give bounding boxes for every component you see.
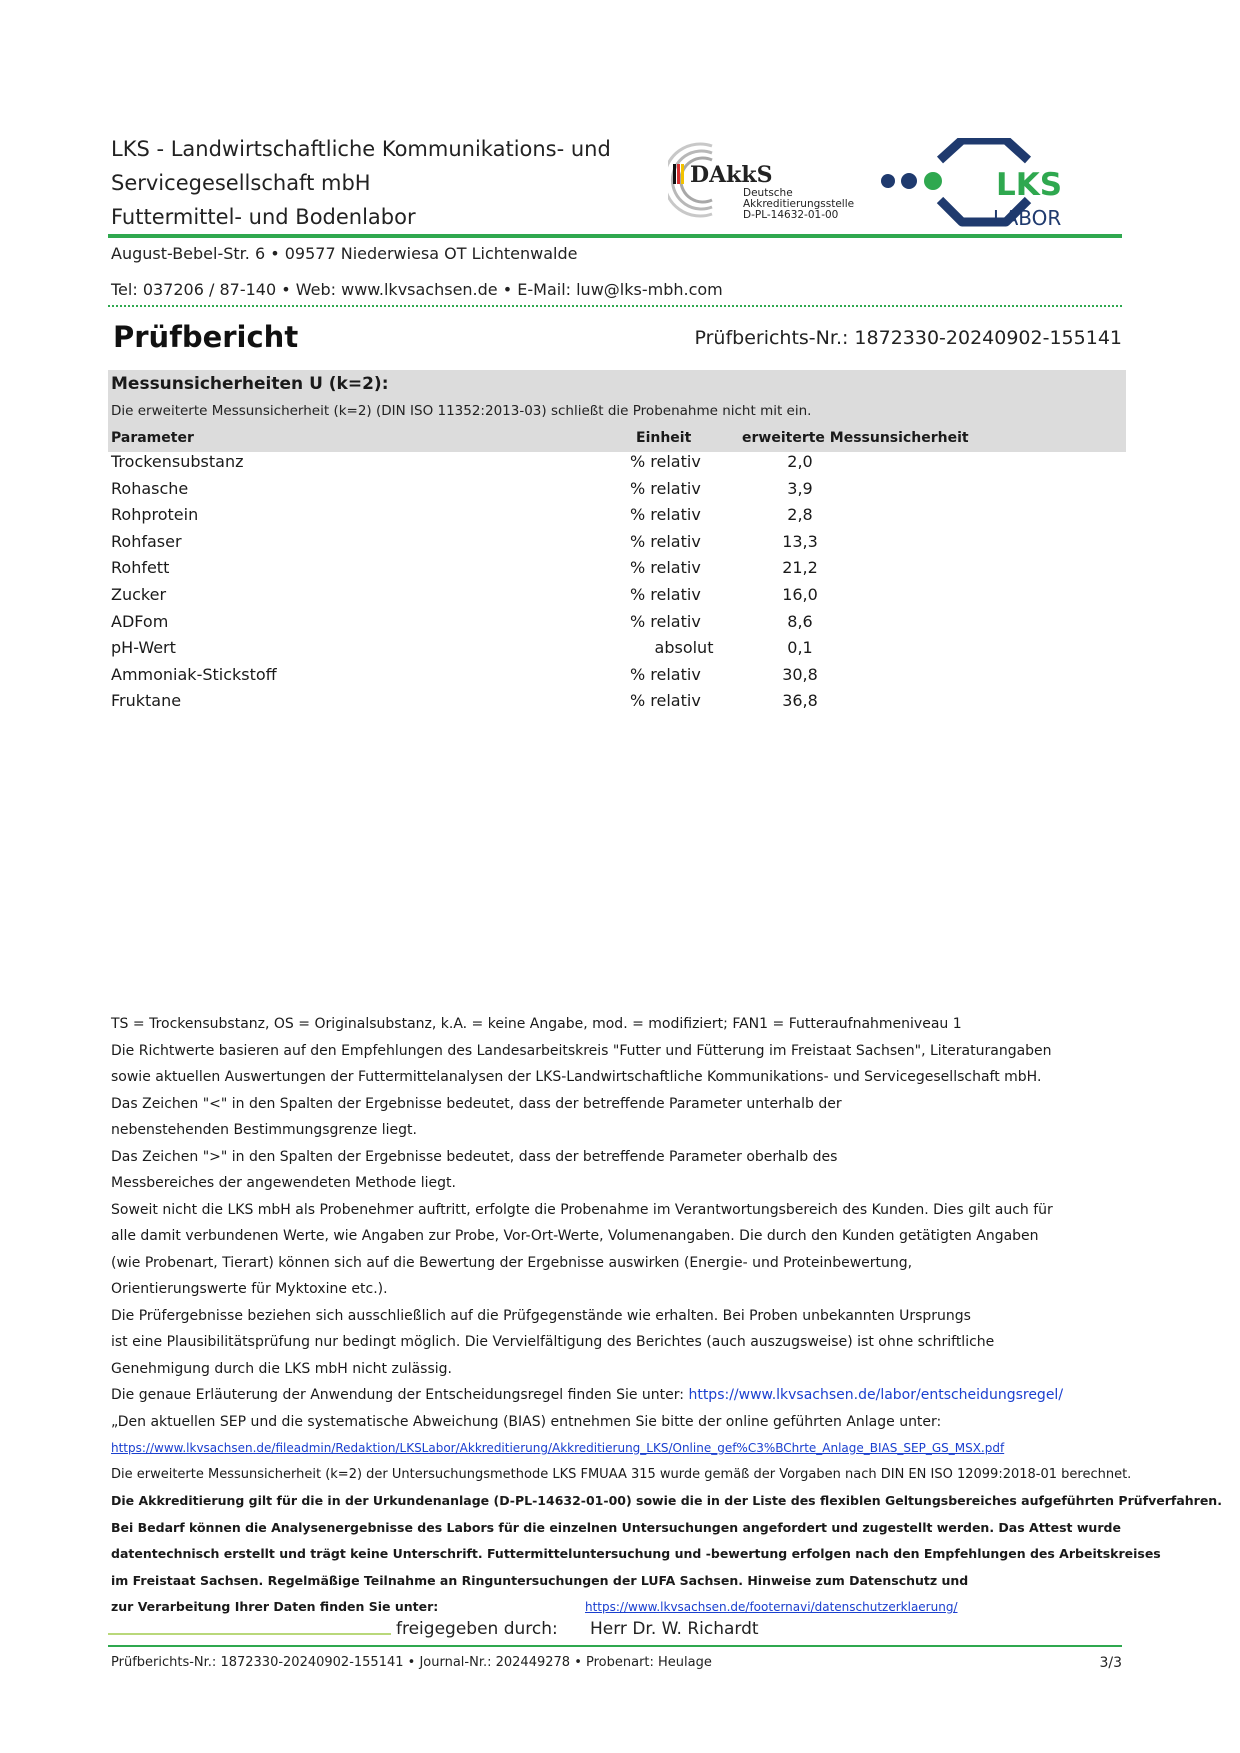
note-line: Das Zeichen "<" in den Spalten der Ergebnisse bedeutet, dass der betreffende Parameter unterhalb der [111, 1095, 842, 1112]
company-line-3: Futtermittel- und Bodenlabor [111, 205, 416, 229]
note-line: (wie Probenart, Tierart) können sich auf die Bewertung der Ergebnisse auswirken (Energie- und Proteinbewertung, [111, 1254, 913, 1271]
unit-cell: absolut [654, 638, 714, 658]
section-title: Messunsicherheiten U (k=2): [111, 374, 389, 394]
lks-labor-logo [878, 138, 1098, 232]
page-number: 3/3 [1099, 1655, 1122, 1671]
footer-text: Prüfberichts-Nr.: 1872330-20240902-155141 • Journal-Nr.: 202449278 • Probenart: Heulage [111, 1655, 712, 1670]
table-row [0, 558, 1240, 585]
unit-cell: % relativ [630, 531, 701, 551]
release-line [108, 1615, 1128, 1645]
parameter-cell: ADFom [111, 611, 169, 631]
page-title: Prüfbericht [113, 320, 299, 354]
unit-cell: % relativ [630, 558, 701, 578]
parameter-cell: Trockensubstanz [111, 452, 244, 471]
column-header-uncertainty: erweiterte Messunsicherheit [742, 430, 969, 446]
unit-cell: % relativ [630, 478, 701, 498]
value-cell: 36,8 [782, 691, 818, 711]
parameter-cell: pH-Wert [111, 638, 176, 658]
note-line: Messbereiches der angewendeten Methode liegt. [111, 1175, 456, 1191]
unit-cell: % relativ [630, 452, 701, 471]
parameter-cell: Rohfaser [111, 531, 182, 551]
table-row [0, 505, 1240, 532]
dakks-line2: Akkreditierungsstelle [743, 198, 855, 210]
parameter-cell: Ammoniak-Stickstoff [111, 664, 277, 684]
table-row [0, 665, 1240, 692]
lks-word: LKS [996, 167, 1063, 203]
table-row [0, 638, 1240, 665]
company-line-1: LKS - Landwirtschaftliche Kommunikations- und [111, 137, 611, 161]
table-row [0, 532, 1240, 559]
section-description: Die erweiterte Messunsicherheit (k=2) (DIN ISO 11352:2013-03) schließt die Probenahme nicht mit ein. [111, 403, 812, 419]
release-name: Herr Dr. W. Richardt [590, 1619, 759, 1639]
value-cell: 0,1 [787, 638, 813, 658]
column-header-unit: Einheit [636, 430, 692, 446]
notes-block [111, 1011, 1222, 1621]
table-row [0, 585, 1240, 612]
parameter-cell: Rohasche [111, 478, 189, 498]
note-line: alle damit verbundenen Werte, wie Angaben zur Probe, Vor-Ort-Werte, Volumenangaben. Die durch den Kunden getätigten Angaben [111, 1228, 1039, 1244]
fmuaa-text: Die erweiterte Messunsicherheit (k=2) der Untersuchungsmethode LKS FMUAA 315 wurde gemäß der Vorgaben nach DIN EN ISO 12099:2018-01 berechnet. [111, 1466, 1132, 1482]
sep-link[interactable]: https://www.lkvsachsen.de/fileadmin/Redaktion/LKSLabor/Akkreditierung/Akkreditierung_LKS/Online_gef%C3%BChrte_Anlage_BIAS_SEP_GS_MSX.pdf [111, 1441, 1005, 1455]
accreditation-line: Die Akkreditierung gilt für die in der Urkundenanlage (D-PL-14632-01-00) sowie die in der Liste des flexiblen Geltungsbereiches aufgeführten Prüfverfahren. [111, 1493, 1222, 1508]
dakks-logo [668, 140, 868, 220]
parameter-cell: Rohfett [111, 558, 170, 578]
company-line-2: Servicegesellschaft mbH [111, 171, 371, 195]
accreditation-line: datentechnisch erstellt und trägt keine Unterschrift. Futtermitteluntersuchung und -bewertung erfolgen nach den Empfehlungen des Arbeitskreises [111, 1546, 1161, 1561]
header-rule [108, 234, 1122, 238]
dotted-divider [108, 305, 1122, 307]
footer-rule [108, 1645, 1122, 1647]
table-row [0, 452, 1240, 479]
note-line: sowie aktuellen Auswertungen der Futtermittelanalysen der LKS-Landwirtschaftliche Kommunikations- und Servicegesellschaft mbH. [111, 1069, 1042, 1085]
dakks-line1: Deutsche [743, 187, 793, 199]
parameter-cell: Fruktane [111, 691, 182, 711]
note-line: Soweit nicht die LKS mbH als Probenehmer auftritt, erfolgte die Probenahme im Verantwortungsbereich des Kunden. Dies gilt auch für [111, 1201, 1053, 1218]
signature-line [108, 1633, 391, 1635]
dakks-emblem-icon [668, 140, 868, 220]
value-cell: 16,0 [782, 585, 818, 604]
value-cell: 30,8 [782, 664, 818, 684]
privacy-text: zur Verarbeitung Ihrer Daten finden Sie unter: [111, 1599, 439, 1614]
address: August-Bebel-Str. 6 • 09577 Niederwiesa OT Lichtenwalde [111, 244, 578, 263]
decision-rule-line [111, 1382, 1131, 1409]
table-row [0, 612, 1240, 639]
note-line: Die Richtwerte basieren auf den Empfehlungen des Landesarbeitskreis "Futter und Fütterung im Freistaat Sachsen", Literaturangaben [111, 1042, 1052, 1059]
unit-cell: % relativ [630, 664, 701, 684]
unit-cell: % relativ [630, 691, 701, 711]
value-cell: 8,6 [787, 611, 813, 631]
accreditation-line: im Freistaat Sachsen. Regelmäßige Teilnahme an Ringuntersuchungen der LUFA Sachsen. Hinweise zum Datenschutz und [111, 1572, 969, 1588]
value-cell: 21,2 [782, 558, 818, 578]
note-line: ist eine Plausibilitätsprüfung nur bedingt möglich. Die Vervielfältigung des Berichtes (auch auszugsweise) ist ohne schriftliche [111, 1334, 995, 1350]
unit-cell: % relativ [630, 585, 701, 604]
value-cell: 3,9 [787, 478, 813, 498]
column-header-parameter: Parameter [111, 430, 194, 446]
privacy-link[interactable]: https://www.lkvsachsen.de/footernavi/datenschutzerklaerung/ [585, 1600, 958, 1614]
value-cell: 2,8 [787, 505, 813, 525]
sep-text: „Den aktuellen SEP und die systematische Abweichung (BIAS) entnehmen Sie bitte der online geführten Anlage unter: [111, 1413, 942, 1430]
table-row [0, 479, 1240, 506]
table-row [0, 691, 1240, 718]
parameter-cell: Rohprotein [111, 505, 199, 525]
dakks-name: DAkkS [690, 162, 773, 188]
contact-line: Tel: 037206 / 87-140 • Web: www.lkvsachsen.de • E-Mail: luw@lks-mbh.com [111, 280, 723, 299]
note-line: Genehmigung durch die LKS mbH nicht zulässig. [111, 1360, 452, 1377]
decision-rule-text: Die genaue Erläuterung der Anwendung der Entscheidungsregel finden Sie unter: [111, 1387, 689, 1403]
report-number: Prüfberichts-Nr.: 1872330-20240902-155141 [694, 327, 1122, 349]
note-line: TS = Trockensubstanz, OS = Originalsubstanz, k.A. = keine Angabe, mod. = modifiziert; FAN1 = Futteraufnahmeniveau 1 [111, 1016, 962, 1032]
accreditation-line: Bei Bedarf können die Analysenergebnisse des Labors für die einzelnen Untersuchungen angefordert und zugestellt werden. Das Attest wurde [111, 1519, 1121, 1535]
value-cell: 13,3 [782, 531, 818, 551]
note-line: Das Zeichen ">" in den Spalten der Ergebnisse bedeutet, dass der betreffende Parameter oberhalb des [111, 1148, 838, 1165]
lks-logo-icon [878, 138, 1098, 232]
lks-sub: LABOR [993, 206, 1062, 230]
release-label: freigegeben durch: [396, 1619, 558, 1639]
sep-link-line [111, 1435, 1131, 1462]
company-name [111, 132, 611, 234]
dakks-code: D-PL-14632-01-00 [743, 209, 839, 220]
note-line: Die Prüfergebnisse beziehen sich ausschließlich auf die Prüfgegenstände wie erhalten. Bei Proben unbekannten Ursprungs [111, 1307, 971, 1324]
note-line: Orientierungswerte für Myktoxine etc.). [111, 1281, 388, 1297]
note-line: nebenstehenden Bestimmungsgrenze liegt. [111, 1122, 417, 1138]
unit-cell: % relativ [630, 505, 701, 525]
parameter-cell: Zucker [111, 585, 167, 604]
value-cell: 2,0 [787, 452, 813, 471]
decision-rule-link[interactable]: https://www.lkvsachsen.de/labor/entscheidungsregel/ [688, 1387, 1064, 1403]
unit-cell: % relativ [630, 611, 701, 631]
